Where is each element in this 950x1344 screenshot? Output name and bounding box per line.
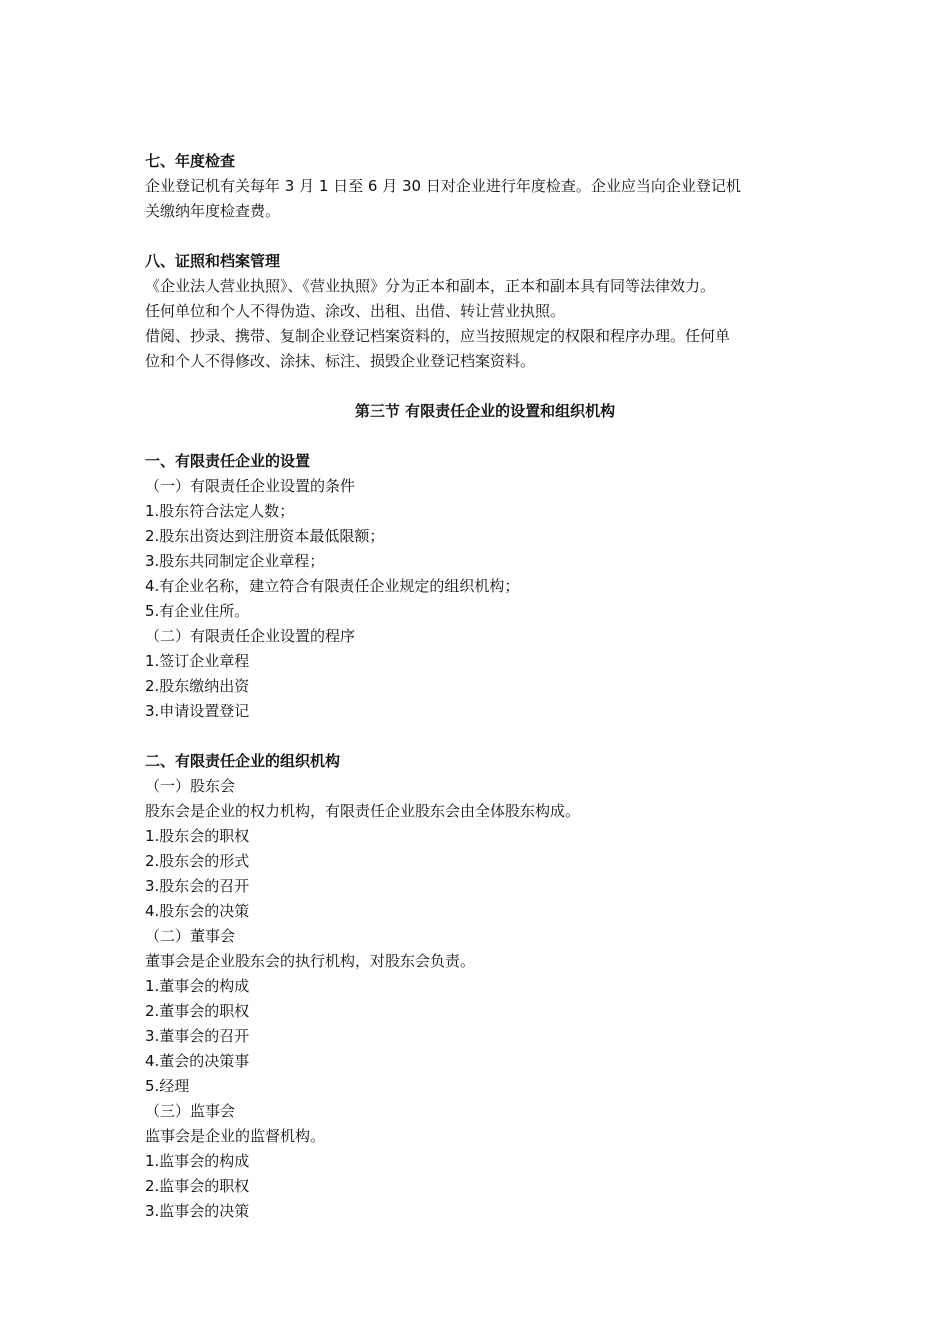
list-item: 5.有企业住所。 xyxy=(145,602,250,620)
subheading: （一）有限责任企业设置的条件 xyxy=(145,477,356,495)
list-item: 1.股东符合法定人数； xyxy=(145,502,295,520)
paragraph-line: 董事会是企业股东会的执行机构，对股东会负责。 xyxy=(145,952,476,970)
part-1-heading: 一、有限责任企业的设置 xyxy=(145,452,311,470)
list-item: 1.股东会的职权 xyxy=(145,827,250,845)
list-item: 4.董会的决策事 xyxy=(145,1052,250,1070)
subheading: （一）股东会 xyxy=(145,777,236,795)
list-item: 3.监事会的决策 xyxy=(145,1202,250,1220)
document-body xyxy=(145,149,825,1224)
list-item: 3.申请设置登记 xyxy=(145,702,250,720)
paragraph-line: 借阅、抄录、携带、复制企业登记档案资料的，应当按照规定的权限和程序办理。任何单 xyxy=(145,327,731,345)
paragraph-line: 企业登记机有关每年 3 月 1 日至 6 月 30 日对企业进行年度检查。企业应当向企业登记机 xyxy=(145,177,741,195)
part-2-heading: 二、有限责任企业的组织机构 xyxy=(145,752,341,770)
list-item: 1.监事会的构成 xyxy=(145,1152,250,1170)
list-item: 1.董事会的构成 xyxy=(145,977,250,995)
paragraph-line: 关缴纳年度检查费。 xyxy=(145,202,281,220)
list-item: 3.股东共同制定企业章程； xyxy=(145,552,325,570)
paragraph-line: 任何单位和个人不得伪造、涂改、出租、出借、转让营业执照。 xyxy=(145,302,566,320)
list-item: 2.股东会的形式 xyxy=(145,852,250,870)
list-item: 3.股东会的召开 xyxy=(145,877,250,895)
list-item: 2.股东缴纳出资 xyxy=(145,677,250,695)
paragraph-line: 位和个人不得修改、涂抹、标注、损毁企业登记档案资料。 xyxy=(145,352,536,370)
list-item: 4.有企业名称，建立符合有限责任企业规定的组织机构； xyxy=(145,577,520,595)
subheading: （二）董事会 xyxy=(145,927,236,945)
list-item: 2.监事会的职权 xyxy=(145,1177,250,1195)
subheading: （二）有限责任企业设置的程序 xyxy=(145,627,356,645)
list-item: 2.董事会的职权 xyxy=(145,1002,250,1020)
list-item: 4.股东会的决策 xyxy=(145,902,250,920)
list-item: 5.经理 xyxy=(145,1077,190,1095)
section-8-heading: 八、证照和档案管理 xyxy=(145,252,281,270)
list-item: 2.股东出资达到注册资本最低限额； xyxy=(145,527,385,545)
list-item: 3.董事会的召开 xyxy=(145,1027,250,1045)
section-7-heading: 七、年度检查 xyxy=(145,152,236,170)
paragraph-line: 监事会是企业的监督机构。 xyxy=(145,1127,326,1145)
paragraph-line: 股东会是企业的权力机构，有限责任企业股东会由全体股东构成。 xyxy=(145,802,581,820)
subheading: （三）监事会 xyxy=(145,1102,236,1120)
section-3-title: 第三节 有限责任企业的设置和组织机构 xyxy=(354,402,616,420)
list-item: 1.签订企业章程 xyxy=(145,652,250,670)
paragraph-line: 《企业法人营业执照》、《营业执照》分为正本和副本，正本和副本具有同等法律效力。 xyxy=(145,277,716,295)
